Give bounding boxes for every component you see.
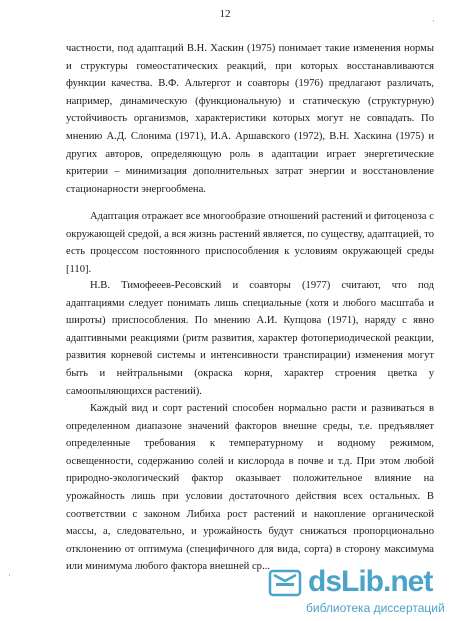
watermark-subtitle: библиотека диссертаций [306,601,445,615]
paragraph-4 [66,400,434,576]
paragraph-3 [66,277,434,400]
dslib-logo-icon [268,565,302,599]
page-number: 12 [219,8,231,20]
paragraph-3-text: Н.В. Тимофееев-Ресовский и соавторы (1977) считают, что под адаптациями следует понимать лишь специальные (хотя и любого масштаба и широты) приспособления. По мнению А.И. Купцова (1971), наряду с явно адаптивными реакциями (ритм развития, характер фотопериодической реакции, развития корневой системы и интенсивности транспирации) изменения могут быть и нейтральными (окраска корня, характер строения цветка у самоопыляющихся растений). [66,280,434,397]
paragraph-4-text: Каждый вид и сорт растений способен нормально расти и развиваться в определенном диапазоне значений факторов внешне среды, т.е. предъявляет определенные требования к температурному и водному режимом, освещенности, содержанию солей и кислорода в почве и т.д. При этом любой природно-экологический фактор оказывает положительное влияние на урожайность лишь при условии достаточного действия всех остальных. В соответствии с законом Либиха рост растений и накопление органической массы, а, следовательно, и урожайность будут снижаться пропорционально отклонению от оптимума (специфичного для вида, сорта) в сторону максимума или минимума любого фактора внешней ср... [66,403,434,573]
paragraph-2 [66,208,434,278]
paragraph-1-text: частности, под адаптаций В.Н. Хаскин (1975) понимает такие изменения нормы и структуры гомеостатических реакций, при которых восстанавливаются функции качества. В.Ф. Альтергот и соавторы (1976) предлагают различать, например, динамическую (функциональную) и статическую (структурную) устойчивость организмов, характеристики которых могут не совпадать. По мнению А.Д. Слонима (1971), И.А. Аршавского (1972), В.Н. Хаскина (1975) и других авторов, определяющую роль в адаптации играет энергетические критерии – минимизация дополнительных затрат энергии и восстановление стационарности энергообмена. [66,43,434,195]
paragraph-2-text: Адаптация отражает все многообразие отношений растений и фитоценоза с окружающей средой, а вся жизнь растений является, по существу, адаптацией, то есть процессом постоянного приспособления к условиям окружающей среды [110]. [66,211,434,275]
watermark-logo: dsLib.net [308,565,433,598]
scan-mark: · [8,570,11,580]
paragraph-1 [66,40,434,198]
watermark [268,561,444,617]
scan-mark: · [432,16,435,26]
